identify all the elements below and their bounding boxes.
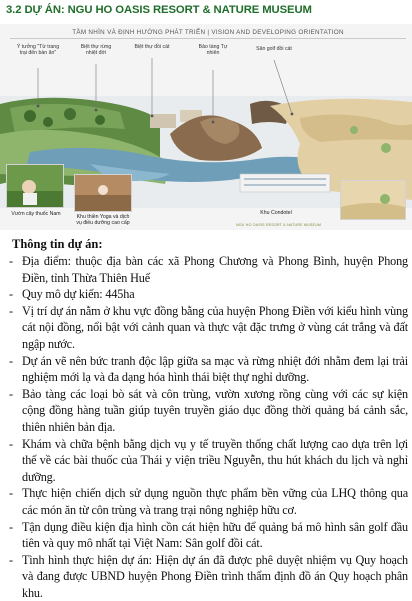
page-title: 3.2 DỰ ÁN: NGU HO OASIS RESORT & NATURE MUSEUM: [6, 4, 312, 16]
sand-golf-image: [341, 181, 405, 219]
bullet-text: Quy mô dự kiến: 445ha: [22, 287, 135, 302]
photo-medicinal-garden: [6, 164, 64, 208]
project-info: [8, 235, 408, 601]
caption-yoga-meditation: Khu thiền Yoga và dịch vụ điều dưỡng cao cấp: [76, 214, 130, 226]
bullet-text: Bảo tàng các loại bò sát và côn trùng, vườn xương rồng cùng với các sự kiện cộng đồng hàng tuần giúp tuyên truyền giáo dục đồng thời quảng bá cảnh sắc, thiên nhiên bản địa.: [22, 386, 408, 434]
caption-medicinal-garden: Vườn cây thuốc Nam: [11, 211, 61, 217]
info-bullet-list: [8, 253, 408, 601]
photo-yoga-meditation: [74, 174, 132, 212]
bullet-text: Địa điểm: thuộc địa bàn các xã Phong Chương và Phong Bình, huyện Phong Điền, tỉnh Thừa Thiên Huế: [22, 254, 408, 285]
bullet-text: Khám và chữa bệnh bằng dịch vụ y tế truyền thống chất lượng cao dựa trên lợi thế về các bài thuốc của Thái y viện triều Nguyễn, thu hút khách du lịch và nghỉ dưỡng.: [22, 436, 408, 484]
info-bullet-food-campaign: - Thực hiện chiến dịch sử dụng nguồn thực phẩm bền vững của LHQ thông qua các món ăn từ côn trùng và trang trại nông nghiệp hữu cơ.: [9, 486, 408, 517]
bullet-text: Tình hình thực hiện dự án: Hiện dự án đã được phê duyệt nhiệm vụ Quy hoạch và đang được UBND huyện Phong Điền trình thẩm định đồ án Quy hoạch phân khu.: [22, 552, 408, 600]
project-banner: [0, 24, 412, 230]
info-bullet-museum: - Bảo tàng các loại bò sát và côn trùng, vườn xương rồng cùng với các sự kiện cộng đồng hàng tuần giúp tuyên truyền giáo dục đồng thời quảng bá cảnh sắc, thiên nhiên bản địa.: [9, 386, 408, 434]
bullet-text: Thực hiện chiến dịch sử dụng nguồn thực phẩm bền vững của LHQ thông qua các món ăn từ côn trùng và trang trại nông nghiệp hữu cơ.: [22, 486, 408, 517]
info-bullet-location: - Địa điểm: thuộc địa bàn các xã Phong Chương và Phong Bình, huyện Phong Điền, tỉnh Thừa Thiên Huế: [9, 254, 408, 285]
info-bullet-status: - Tình hình thực hiện dự án: Hiện dự án đã được phê duyệt nhiệm vụ Quy hoạch và đang được UBND huyện Phong Điền trình thẩm định đồ án Quy hoạch phân khu.: [9, 552, 408, 600]
medicinal-garden-image: [7, 165, 63, 207]
info-bullet-golf: - Tận dụng điều kiện địa hình cồn cát hiện hữu để quảng bá mô hình sân golf đầu tiên và quy mô nhất tại Việt Nam: Sân golf đồi cát.: [9, 519, 408, 551]
callout-sand-golf: Sân golf đồi cát: [256, 46, 292, 52]
info-bullet-scale: - Quy mô dự kiến: 445ha: [9, 287, 135, 302]
callout-nature-museum: Bảo tàng Tự nhiên: [198, 44, 228, 57]
photo-sand-golf: [340, 180, 406, 220]
info-bullet-position: - Vị trí dự án nằm ở khu vực đồng bằng của huyện Phong Điền với kiểu hình vùng cát nội đồng, nổi bật với cảnh quan và thực vật đặc trưng ở vùng cát trắng và đất ngập nước.: [9, 303, 408, 351]
brand-mark: NGU HO OASIS RESORT & NATURE MUSEUM: [236, 223, 322, 227]
callout-farm-to-table: Ý tưởng "Từ trang trại đến bàn ăn": [16, 44, 60, 57]
bullet-text: Dự án vẽ nên bức tranh độc lập giữa sa mạc và rừng nhiệt đới nhằm đem lại trải nghiệm mới lạ và đa dạng hóa hình thái biệt thự nghỉ dưỡng.: [22, 353, 408, 385]
caption-condotel: Khu Condotel: [260, 210, 292, 216]
vision-orientation-header: TẦM NHÌN VÀ ĐỊNH HƯỚNG PHÁT TRIỂN | VISION AND DEVELOPING ORIENTATION: [10, 27, 406, 39]
yoga-meditation-image: [75, 175, 131, 211]
bullet-text: Tận dụng điều kiện địa hình cồn cát hiện hữu để quảng bá mô hình sân golf đầu tiên và quy mô nhất tại Việt Nam: Sân golf đồi cát.: [22, 519, 408, 551]
info-bullet-concept: - Dự án vẽ nên bức tranh độc lập giữa sa mạc và rừng nhiệt đới nhằm đem lại trải nghiệm mới lạ và đa dạng hóa hình thái biệt thự nghỉ dưỡng.: [9, 353, 408, 385]
info-heading: Thông tin dự án:: [12, 237, 103, 251]
callout-sand-dune-villa: Biệt thự đồi cát: [134, 44, 170, 50]
bullet-text: Vị trí dự án nằm ở khu vực đồng bằng của huyện Phong Điền với kiểu hình vùng cát nội đồng, nổi bật với cảnh quan và thực vật đặc trưng ở vùng cát trắng và đất ngập nước.: [22, 303, 408, 351]
callout-rainforest-villa: Biệt thự rừng nhiệt đới: [80, 44, 112, 57]
info-bullet-healthcare: - Khám và chữa bệnh bằng dịch vụ y tế truyền thống chất lượng cao dựa trên lợi thế về các bài thuốc của Thái y viện triều Nguyễn, thu hút khách du lịch và nghỉ dưỡng.: [9, 436, 408, 484]
